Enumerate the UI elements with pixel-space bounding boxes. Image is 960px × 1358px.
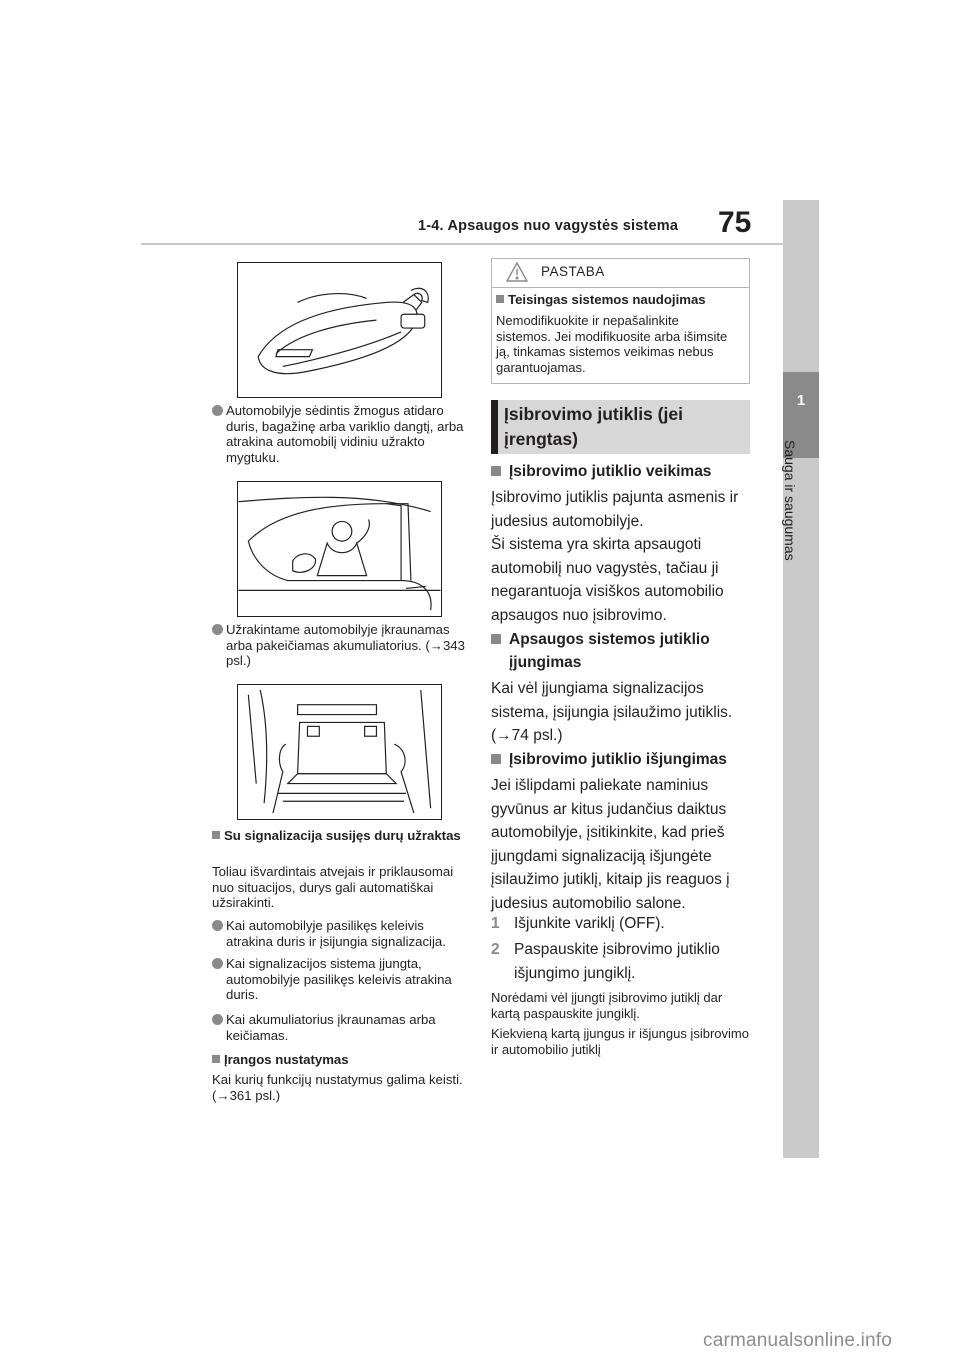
subheading: Įrangos nustatymas (212, 1052, 472, 1068)
bullet-dot-icon (212, 624, 223, 635)
note: Kiekvieną kartą įjungus ir išjungus įsibrovimo ir automobilio jutiklį (491, 1026, 749, 1057)
chapter-label: Sauga ir saugumas (782, 440, 798, 561)
square-bullet-icon (491, 754, 501, 764)
list-item: Užrakintame automobilyje įkraunamas arba pakeičiamas akumuliatorius. (→343 psl.) (212, 622, 472, 669)
caution-subheading: Teisingas sistemos naudojimas (496, 292, 746, 307)
paragraph: Toliau išvardintais atvejais ir priklausomai nuo situacijos, durys gali automatiškai užsirakinti. (212, 864, 454, 910)
square-bullet-icon (491, 634, 501, 644)
chapter-side-tab (783, 200, 819, 1158)
step-number: 1 (491, 915, 500, 932)
page-number: 75 (718, 206, 752, 239)
paragraph: Įsibrovimo jutiklis pajunta asmenis ir judesius automobilyje. (491, 489, 739, 530)
chapter-number: 1 (796, 392, 806, 409)
paragraph: Kai kurių funkcijų nustatymus galima keisti. (→361 psl.) (212, 1072, 463, 1103)
warning-triangle-icon (506, 262, 528, 282)
caution-body: Nemodifikuokite ir nepašalinkite sistemos. Jei modifikuosite arba išimsite ją, tinkamas sistemos veikimas nebus garantuojamas. (496, 313, 728, 375)
square-bullet-icon (491, 466, 501, 476)
caution-title: PASTABA (541, 264, 605, 279)
subheading: Apsaugos sistemos jutiklio įjungimas (491, 628, 751, 674)
list-item: Automobilyje sėdintis žmogus atidaro duris, bagažinę arba variklio dangtį, arba atrakina automobilį vidiniu užrakto mygtuku. (212, 403, 472, 465)
figure-door-handle (237, 262, 442, 398)
list-item: Kai signalizacijos sistema įjungta, automobilyje pasilikęs keleivis atrakina duris. (212, 956, 472, 1003)
note: Norėdami vėl įjungti įsibrovimo jutiklį dar kartą paspauskite jungiklį. (491, 990, 723, 1021)
section-heading-bar (491, 400, 498, 454)
subheading: Įsibrovimo jutiklio veikimas (491, 460, 751, 483)
bullet-dot-icon (212, 405, 223, 416)
paragraph: Kai vėl įjungiama signalizacijos sistema, įsijungia įsilaužimo jutiklis. (→74 psl.) (491, 680, 733, 744)
square-bullet-icon (212, 1055, 220, 1063)
watermark: carmanualsonline.info (703, 1330, 893, 1351)
list-item: Kai akumuliatorius įkraunamas arba keičiamas. (212, 1012, 472, 1043)
square-bullet-icon (212, 831, 220, 839)
paragraph: Jei išlipdami paliekate naminius gyvūnus ar kitus judančius daiktus automobilyje, įsitikinkite, kad prieš įjungdami signalizaciją išjungėte įsilaužimo jutiklį, kitaip jis reaguos į judesius automobilio salone. (491, 777, 730, 912)
step-item: 1 Išjunkite variklį (OFF). (491, 912, 753, 936)
square-bullet-icon (496, 295, 504, 303)
caution-header (491, 258, 750, 288)
section-header-title: 1-4. Apsaugos nuo vagystės sistema (418, 218, 679, 234)
step-item: 2 Paspauskite įsibrovimo jutiklio išjungimo jungiklį. (491, 938, 753, 985)
figure-person-in-car (237, 481, 442, 617)
section-heading: Įsibrovimo jutiklis (jei įrengtas) (504, 404, 683, 449)
paragraph: Ši sistema yra skirta apsaugoti automobilį nuo vagystės, tačiau ji negarantuoja visiškos automobilio apsaugos nuo įsibrovimo. (491, 536, 724, 624)
figure-battery-replacement (237, 684, 442, 820)
bullet-dot-icon (212, 1014, 223, 1025)
header-rule (141, 243, 783, 245)
bullet-dot-icon (212, 920, 223, 931)
subheading: Su signalizacija susijęs durų užraktas (212, 828, 472, 844)
step-number: 2 (491, 941, 500, 958)
list-item: Kai automobilyje pasilikęs keleivis atrakina duris ir įsijungia signalizacija. (212, 918, 472, 949)
bullet-dot-icon (212, 958, 223, 969)
subheading: Įsibrovimo jutiklio išjungimas (491, 748, 751, 771)
